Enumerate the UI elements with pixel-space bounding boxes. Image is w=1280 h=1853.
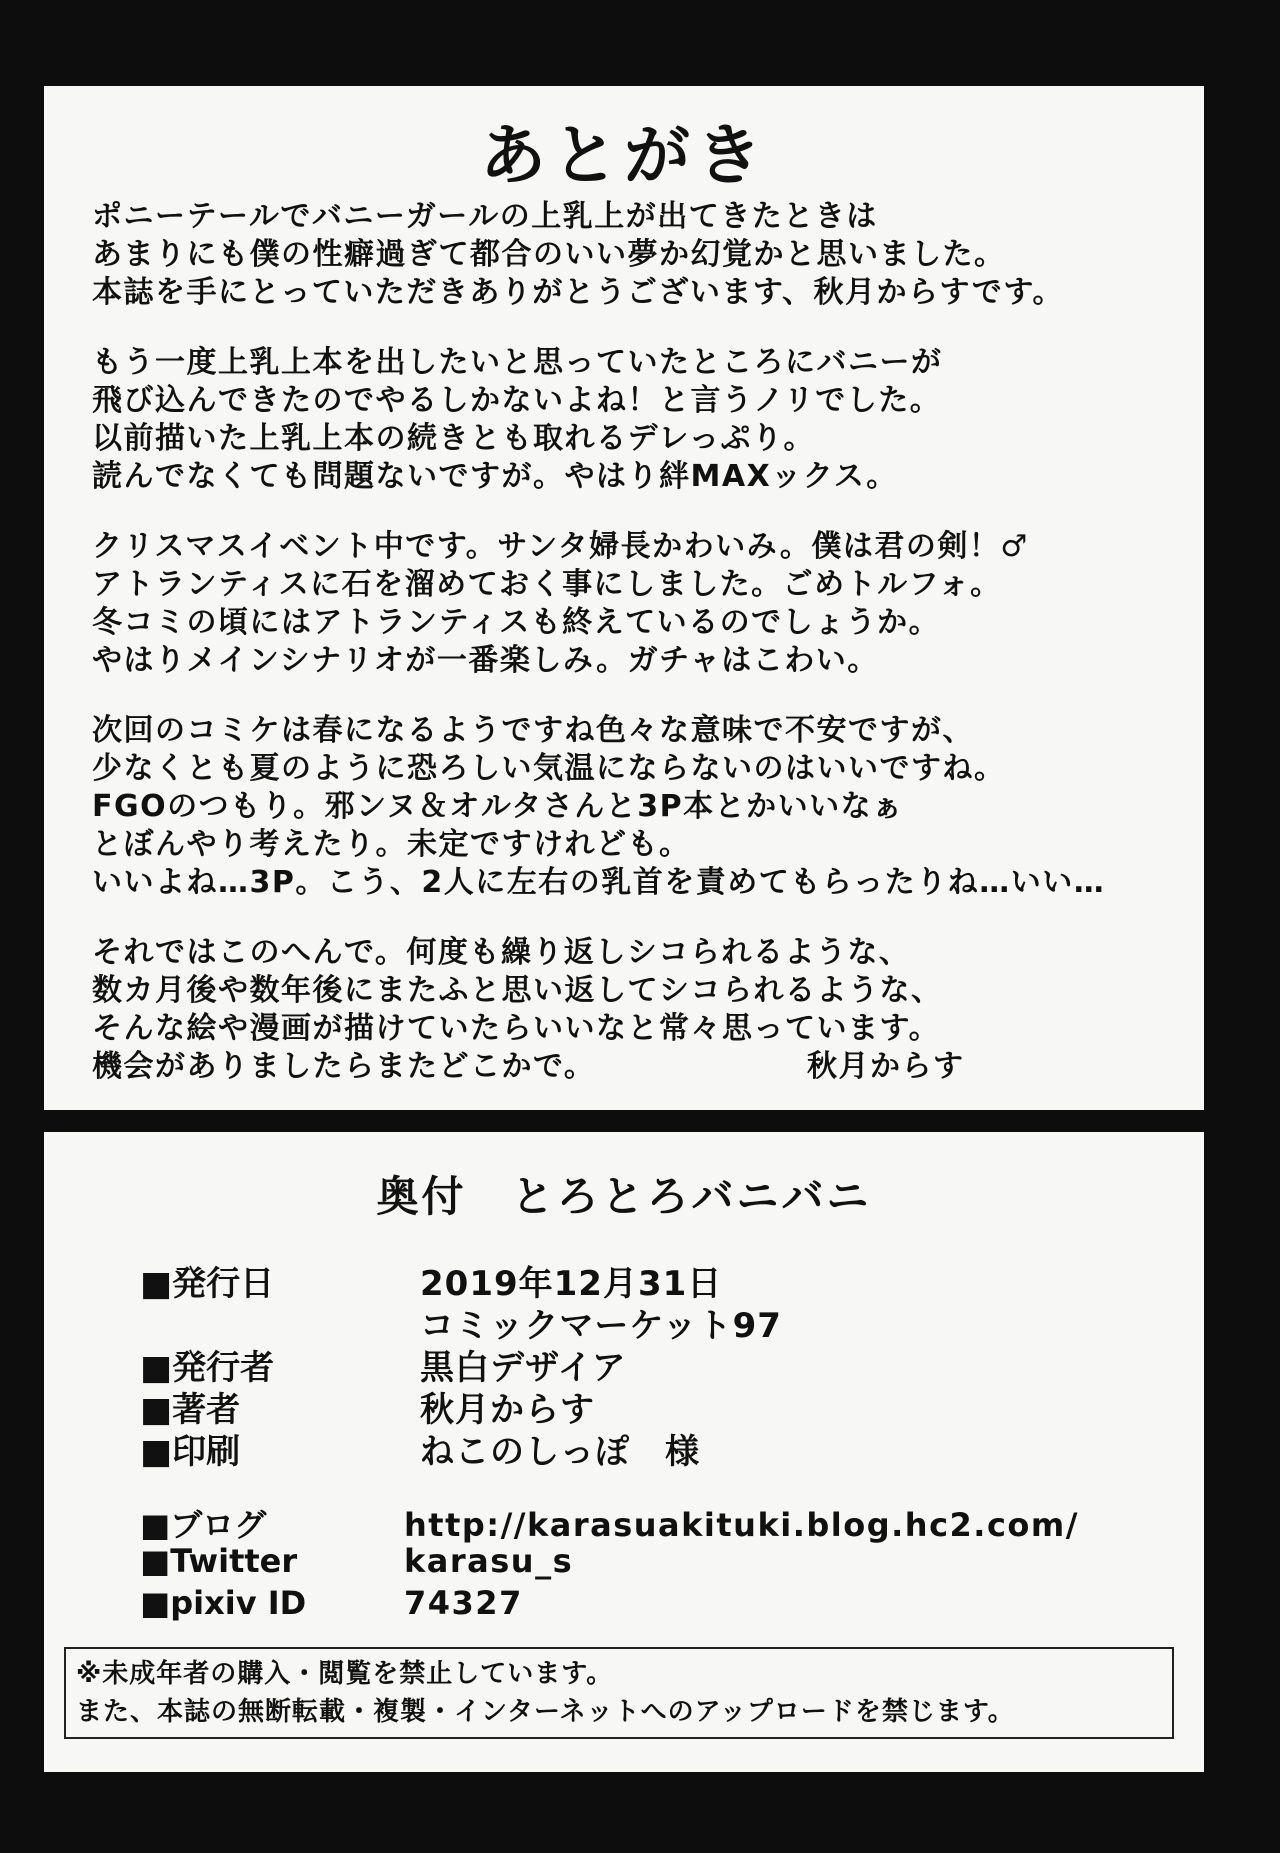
- pixiv-row: [140, 1584, 523, 1622]
- text-line: クリスマスイベント中です。サンタ婦長かわいみ。僕は君の剣！♂: [92, 529, 1029, 564]
- colophon-panel: [44, 1132, 1204, 1772]
- text-line: 飛び込んできたのでやるしかないよね！と言うノリでした。: [92, 383, 942, 418]
- blog-label: ■ブログ: [140, 1506, 267, 1544]
- publisher: 黒白デザイア: [420, 1348, 627, 1388]
- text-line: いいよね…3P。こう、2人に左右の乳首を責めてもらったりね…いい…: [92, 865, 1106, 900]
- text-line: ポニーテールでバニーガールの上乳上が出てきたときは: [92, 199, 878, 234]
- signature: 秋月からす: [807, 1049, 965, 1084]
- afterword-panel: [44, 86, 1204, 1110]
- twitter-label: ■Twitter: [140, 1542, 298, 1580]
- issue-date: 2019年12月31日: [420, 1264, 723, 1304]
- text-line: 次回のコミケは春になるようですね色々な意味で不安ですが、: [92, 713, 974, 748]
- paragraph: [92, 712, 1202, 902]
- text-line: とぼんやり考えたり。未定ですけれども。: [92, 827, 691, 862]
- twitter-row: [140, 1542, 573, 1580]
- blog-row: [140, 1500, 1079, 1546]
- text-line: あまりにも僕の性癖過ぎて都合のいい夢か幻覚かと思いました。: [92, 237, 1006, 272]
- text-line: もう一度上乳上本を出したいと思っていたところにバニーが: [92, 345, 943, 380]
- twitter-handle: karasu_s: [404, 1542, 574, 1580]
- closing-line: [92, 1048, 1202, 1086]
- paragraph: [92, 344, 1202, 496]
- afterword-body: [92, 198, 1202, 1118]
- text-line: 少なくとも夏のように恐ろしい気温にならないのはいいですね。: [92, 751, 1006, 786]
- paragraph: [92, 528, 1202, 680]
- text-line: 数カ月後や数年後にまたふと思い返してシコられるような、: [92, 973, 943, 1008]
- text-line: 本誌を手にとっていただきありがとうございます、秋月からすです。: [92, 275, 1064, 310]
- paragraph: [92, 198, 1202, 312]
- printer-row: [140, 1424, 700, 1473]
- publisher-label: ■発行者: [140, 1348, 275, 1388]
- text-line: それではこのへんで。何度も繰り返しシコられるような、: [92, 935, 911, 970]
- text-line: アトランティスに石を溜めておく事にしました。ごめトルフォ。: [92, 567, 1002, 602]
- author: 秋月からす: [420, 1390, 595, 1430]
- author-label: ■著者: [140, 1390, 241, 1430]
- text-line: 以前描いた上乳上本の続きとも取れるデレっぷり。: [92, 421, 815, 456]
- text-line: 読んでなくても問題ないですが。やはり絆MAXックス。: [92, 459, 898, 494]
- text-line: そんな絵や漫画が描けていたらいいなと常々思っています。: [92, 1011, 941, 1046]
- afterword-title: あとがき: [480, 117, 768, 194]
- notice-line: ※未成年者の購入・閲覧を禁止しています。: [76, 1659, 614, 1689]
- event-name: コミックマーケット97: [420, 1306, 782, 1346]
- blog-url: http://karasuakituki.blog.hc2.com/: [404, 1506, 1079, 1544]
- notice-box: [64, 1647, 1174, 1739]
- paragraph: [92, 934, 1202, 1086]
- text-line: やはりメインシナリオが一番楽しみ。ガチャはこわい。: [92, 643, 879, 678]
- colophon-title: 奥付 とろとろバニバニ: [376, 1172, 872, 1221]
- notice-line: また、本誌の無断転載・複製・インターネットへのアップロードを禁じます。: [76, 1697, 1015, 1727]
- closing-text: 機会がありましたらまたどこかで。: [92, 1049, 596, 1084]
- printer: ねこのしっぽ 様: [420, 1432, 700, 1472]
- text-line: FGOのつもり。邪ンヌ＆オルタさんと3P本とかいいなぁ: [92, 789, 904, 824]
- text-line: 冬コミの頃にはアトランティスも終えているのでしょうか。: [92, 605, 941, 640]
- printer-label: ■印刷: [140, 1432, 241, 1472]
- pixiv-label: ■pixiv ID: [140, 1584, 307, 1622]
- pixiv-id: 74327: [404, 1584, 523, 1622]
- issue-date-label: ■発行日: [140, 1264, 275, 1304]
